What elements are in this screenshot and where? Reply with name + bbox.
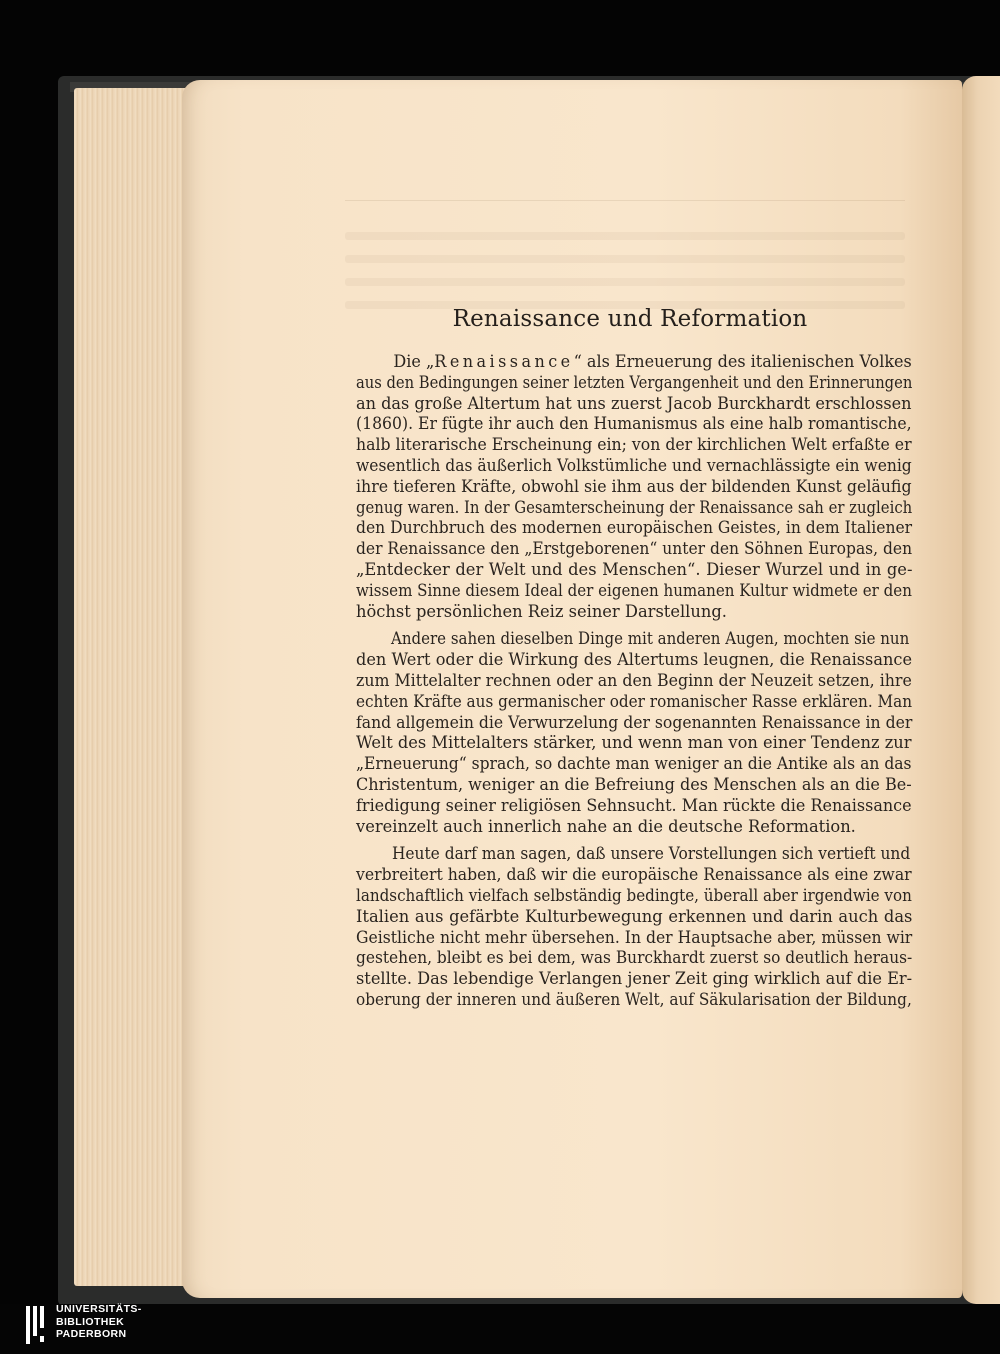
text-line: Italien aus gefärbte Kulturbewegung erkennen und darin auch das <box>356 906 913 926</box>
text-line: Andere sahen dieselben Dinge mit anderen Augen, mochten sie nun <box>391 629 910 649</box>
show-through-line <box>345 278 905 286</box>
text-line: Geistliche nicht mehr übersehen. In der Hauptsache aber, müssen wir <box>356 927 913 947</box>
text-line: den Durchbruch des modernen europäischen Geistes, in dem Italiener <box>356 518 913 538</box>
text-line: Christentum, weniger an die Befreiung des Menschen als an die Be- <box>356 774 912 794</box>
text-line: zum Mittelalter rechnen oder an den Beginn der Neuzeit setzen, ihre <box>356 670 912 690</box>
chapter-heading: Renaissance und Reformation <box>452 306 808 332</box>
text-line: echten Kräfte aus germanischer oder romanischer Rasse erklären. Man <box>356 691 913 711</box>
text-line: der Renaissance den „Erstgeborenen“ unter den Söhnen Europas, den <box>356 539 913 559</box>
logo-line: PADERBORN <box>56 1328 127 1340</box>
text-line: gestehen, bleibt es bei dem, was Burckhardt zuerst so deutlich heraus- <box>356 948 913 968</box>
paragraph-2 <box>356 629 912 837</box>
text-line: verbreitert haben, daß wir die europäische Renaissance als eine zwar <box>356 865 912 885</box>
show-through-header <box>345 186 905 201</box>
logo-bar <box>26 1306 30 1344</box>
text-line: (1860). Er fügte ihr auch den Humanismus als eine halb romantische, <box>356 414 912 434</box>
text-line: höchst persönlichen Reiz seiner Darstellung. <box>356 601 727 621</box>
paragraph-3 <box>356 844 912 1010</box>
text-line: Welt des Mittelalters stärker, und wenn man von einer Tendenz zur <box>356 733 912 753</box>
text-line: landschaftlich vielfach selbständig bedingte, überall aber irgendwie von <box>356 885 912 905</box>
logo-line: BIBLIOTHEK <box>56 1315 125 1328</box>
text-line: oberung der inneren und äußeren Welt, auf Säkularisation der Bildung, <box>356 989 912 1009</box>
text-line: ihre tieferen Kräfte, obwohl sie ihm aus der bildenden Kunst geläufig <box>356 476 912 496</box>
text-line: vereinzelt auch innerlich nahe an die deutsche Reformation. <box>356 816 856 836</box>
text-line: Heute darf man sagen, daß unsere Vorstellungen sich vertieft und <box>391 844 911 864</box>
text-line: den Wert oder die Wirkung des Altertums leugnen, die Renaissance <box>356 650 913 670</box>
text-line: halb literarische Erscheinung ein; von der kirchlichen Welt erfaßte er <box>356 435 912 455</box>
text-line: wesentlich das äußerlich Volkstümliche und vernachlässigte ein wenig <box>356 455 912 475</box>
show-through-line <box>345 232 905 240</box>
text-line: fand allgemein die Verwurzelung der sogenannten Renaissance in der <box>356 712 913 732</box>
logo-bar <box>33 1306 37 1336</box>
text-line: „Erneuerung“ sprach, so dachte man weniger an die Antike als an das <box>356 754 912 774</box>
paragraph-1 <box>356 352 912 622</box>
show-through-line <box>345 255 905 263</box>
emphasized-word: Renaissance <box>434 352 574 371</box>
text-span: “ als Erneuerung des italienischen Volkes <box>573 352 912 371</box>
facing-page-edge <box>962 76 1000 1304</box>
text-line <box>356 352 912 373</box>
logo-bar <box>40 1306 44 1328</box>
text-line: stellte. Das lebendige Verlangen jener Zeit ging wirklich auf die Er- <box>356 969 913 989</box>
text-line: wissem Sinne diesem Ideal der eigenen humanen Kultur widmete er den <box>356 580 912 600</box>
text-line: friedigung seiner religiösen Sehnsucht. Man rückte die Renaissance <box>356 795 912 815</box>
text-line: an das große Altertum hat uns zuerst Jacob Burckhardt erschlossen <box>356 393 912 413</box>
logo-bar <box>40 1336 44 1342</box>
page-body-text <box>356 352 912 1018</box>
text-line: genug waren. In der Gesamterscheinung der Renaissance sah er zugleich <box>356 497 913 517</box>
text-line: aus den Bedingungen seiner letzten Vergangenheit und den Erinnerungen <box>356 372 913 392</box>
text-span: Die „ <box>393 352 435 371</box>
library-logo-text <box>56 1303 196 1341</box>
logo-line: UNIVERSITÄTS- <box>56 1303 142 1315</box>
text-line: „Entdecker der Welt und des Menschen“. Dieser Wurzel und in ge- <box>356 559 913 579</box>
library-logo-icon <box>26 1306 50 1344</box>
